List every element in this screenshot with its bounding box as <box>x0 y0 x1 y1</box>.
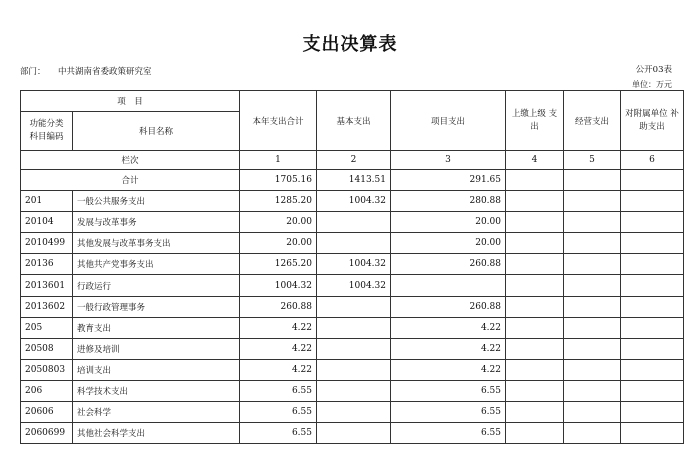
row-project: 20.00 <box>391 233 506 254</box>
sequence-col-3: 3 <box>391 151 506 170</box>
row-subsidy <box>621 380 684 401</box>
row-project: 280.88 <box>391 191 506 212</box>
table-row <box>21 317 684 338</box>
row-total: 20.00 <box>240 212 317 233</box>
row-name: 其他共产党事务支出 <box>73 254 240 275</box>
row-name: 发展与改革事务 <box>73 212 240 233</box>
row-remit <box>506 275 564 296</box>
row-business <box>564 359 621 380</box>
row-project: 6.55 <box>391 402 506 423</box>
row-subsidy <box>621 275 684 296</box>
row-project: 291.65 <box>391 170 506 191</box>
row-subsidy <box>621 423 684 444</box>
row-name: 进修及培训 <box>73 338 240 359</box>
row-subsidy <box>621 191 684 212</box>
row-remit <box>506 233 564 254</box>
row-total: 4.22 <box>240 317 317 338</box>
header-func-code: 功能分类 科目编码 <box>21 112 73 151</box>
row-remit <box>506 296 564 317</box>
table-row <box>21 233 684 254</box>
row-name: 合计 <box>21 170 240 191</box>
row-basic <box>317 423 391 444</box>
row-business <box>564 402 621 423</box>
row-subsidy <box>621 402 684 423</box>
row-total: 20.00 <box>240 233 317 254</box>
row-project: 6.55 <box>391 380 506 401</box>
row-total: 1004.32 <box>240 275 317 296</box>
row-name: 其他发展与改革事务支出 <box>73 233 240 254</box>
row-name: 一般公共服务支出 <box>73 191 240 212</box>
row-total: 6.55 <box>240 380 317 401</box>
row-name: 其他社会科学支出 <box>73 423 240 444</box>
row-remit <box>506 338 564 359</box>
sequence-col-5: 5 <box>564 151 621 170</box>
row-basic: 1004.32 <box>317 254 391 275</box>
row-remit <box>506 170 564 191</box>
department-name: 中共湖南省委政策研究室 <box>58 67 152 77</box>
row-code: 2013601 <box>21 275 73 296</box>
page-title: 支出决算表 <box>302 34 398 55</box>
table-row <box>21 212 684 233</box>
row-total: 6.55 <box>240 402 317 423</box>
header-item: 项 目 <box>21 91 240 112</box>
row-business <box>564 275 621 296</box>
row-name: 科学技术支出 <box>73 380 240 401</box>
row-remit <box>506 359 564 380</box>
row-code: 20508 <box>21 338 73 359</box>
row-subsidy <box>621 170 684 191</box>
row-project: 4.22 <box>391 317 506 338</box>
header-business: 经营支出 <box>564 91 621 151</box>
row-basic <box>317 212 391 233</box>
row-code: 201 <box>21 191 73 212</box>
row-remit <box>506 317 564 338</box>
sequence-col-2: 2 <box>317 151 391 170</box>
row-business <box>564 423 621 444</box>
row-basic: 1004.32 <box>317 191 391 212</box>
row-business <box>564 254 621 275</box>
row-business <box>564 338 621 359</box>
row-name: 行政运行 <box>73 275 240 296</box>
row-total: 4.22 <box>240 359 317 380</box>
row-total: 6.55 <box>240 423 317 444</box>
table-row <box>21 380 684 401</box>
table-row-total <box>21 170 684 191</box>
sequence-col-4: 4 <box>506 151 564 170</box>
sequence-col-1: 1 <box>240 151 317 170</box>
table-row <box>21 275 684 296</box>
header-basic: 基本支出 <box>317 91 391 151</box>
row-code: 2060699 <box>21 423 73 444</box>
row-code: 206 <box>21 380 73 401</box>
table-body <box>21 91 684 444</box>
row-code: 2010499 <box>21 233 73 254</box>
table-row <box>21 296 684 317</box>
row-basic <box>317 402 391 423</box>
row-total: 1285.20 <box>240 191 317 212</box>
row-project: 260.88 <box>391 254 506 275</box>
row-subsidy <box>621 233 684 254</box>
row-project: 4.22 <box>391 338 506 359</box>
table-row <box>21 423 684 444</box>
row-basic: 1004.32 <box>317 275 391 296</box>
row-total: 1705.16 <box>240 170 317 191</box>
row-code: 2050803 <box>21 359 73 380</box>
row-basic <box>317 296 391 317</box>
row-business <box>564 191 621 212</box>
row-basic <box>317 380 391 401</box>
row-basic <box>317 338 391 359</box>
row-project: 6.55 <box>391 423 506 444</box>
row-basic <box>317 359 391 380</box>
row-project: 260.88 <box>391 296 506 317</box>
row-basic <box>317 317 391 338</box>
row-name: 培训支出 <box>73 359 240 380</box>
sequence-row <box>21 151 684 170</box>
sequence-label: 栏次 <box>21 151 240 170</box>
row-code: 20136 <box>21 254 73 275</box>
row-total: 260.88 <box>240 296 317 317</box>
row-business <box>564 296 621 317</box>
row-code: 20104 <box>21 212 73 233</box>
row-subsidy <box>621 296 684 317</box>
row-code: 2013602 <box>21 296 73 317</box>
sequence-col-6: 6 <box>621 151 684 170</box>
header-subsidy: 对附属单位 补助支出 <box>621 91 684 151</box>
header-total: 本年支出合计 <box>240 91 317 151</box>
row-business <box>564 212 621 233</box>
row-basic <box>317 233 391 254</box>
row-code: 20606 <box>21 402 73 423</box>
header-subject-name: 科目名称 <box>73 112 240 151</box>
row-name: 一般行政管理事务 <box>73 296 240 317</box>
expenditure-table <box>20 90 684 444</box>
row-business <box>564 170 621 191</box>
table-row <box>21 402 684 423</box>
row-business <box>564 233 621 254</box>
row-basic: 1413.51 <box>317 170 391 191</box>
row-name: 教育支出 <box>73 317 240 338</box>
row-remit <box>506 423 564 444</box>
row-subsidy <box>621 359 684 380</box>
row-project: 4.22 <box>391 359 506 380</box>
row-business <box>564 317 621 338</box>
row-project: 20.00 <box>391 212 506 233</box>
row-business <box>564 380 621 401</box>
row-subsidy <box>621 338 684 359</box>
row-total: 1265.20 <box>240 254 317 275</box>
row-remit <box>506 254 564 275</box>
table-row <box>21 338 684 359</box>
row-remit <box>506 212 564 233</box>
row-project <box>391 275 506 296</box>
row-code: 205 <box>21 317 73 338</box>
row-total: 4.22 <box>240 338 317 359</box>
row-name: 社会科学 <box>73 402 240 423</box>
header-remit: 上缴上级 支出 <box>506 91 564 151</box>
row-subsidy <box>621 254 684 275</box>
form-number: 公开03表 <box>635 65 672 75</box>
table-row <box>21 359 684 380</box>
row-remit <box>506 380 564 401</box>
table-row <box>21 191 684 212</box>
department-label: 部门： <box>20 67 46 77</box>
header-row-1 <box>21 91 684 112</box>
row-remit <box>506 402 564 423</box>
header-project: 项目支出 <box>391 91 506 151</box>
unit-label: 单位：万元 <box>632 80 672 89</box>
row-subsidy <box>621 212 684 233</box>
table-row <box>21 254 684 275</box>
row-remit <box>506 191 564 212</box>
row-subsidy <box>621 317 684 338</box>
